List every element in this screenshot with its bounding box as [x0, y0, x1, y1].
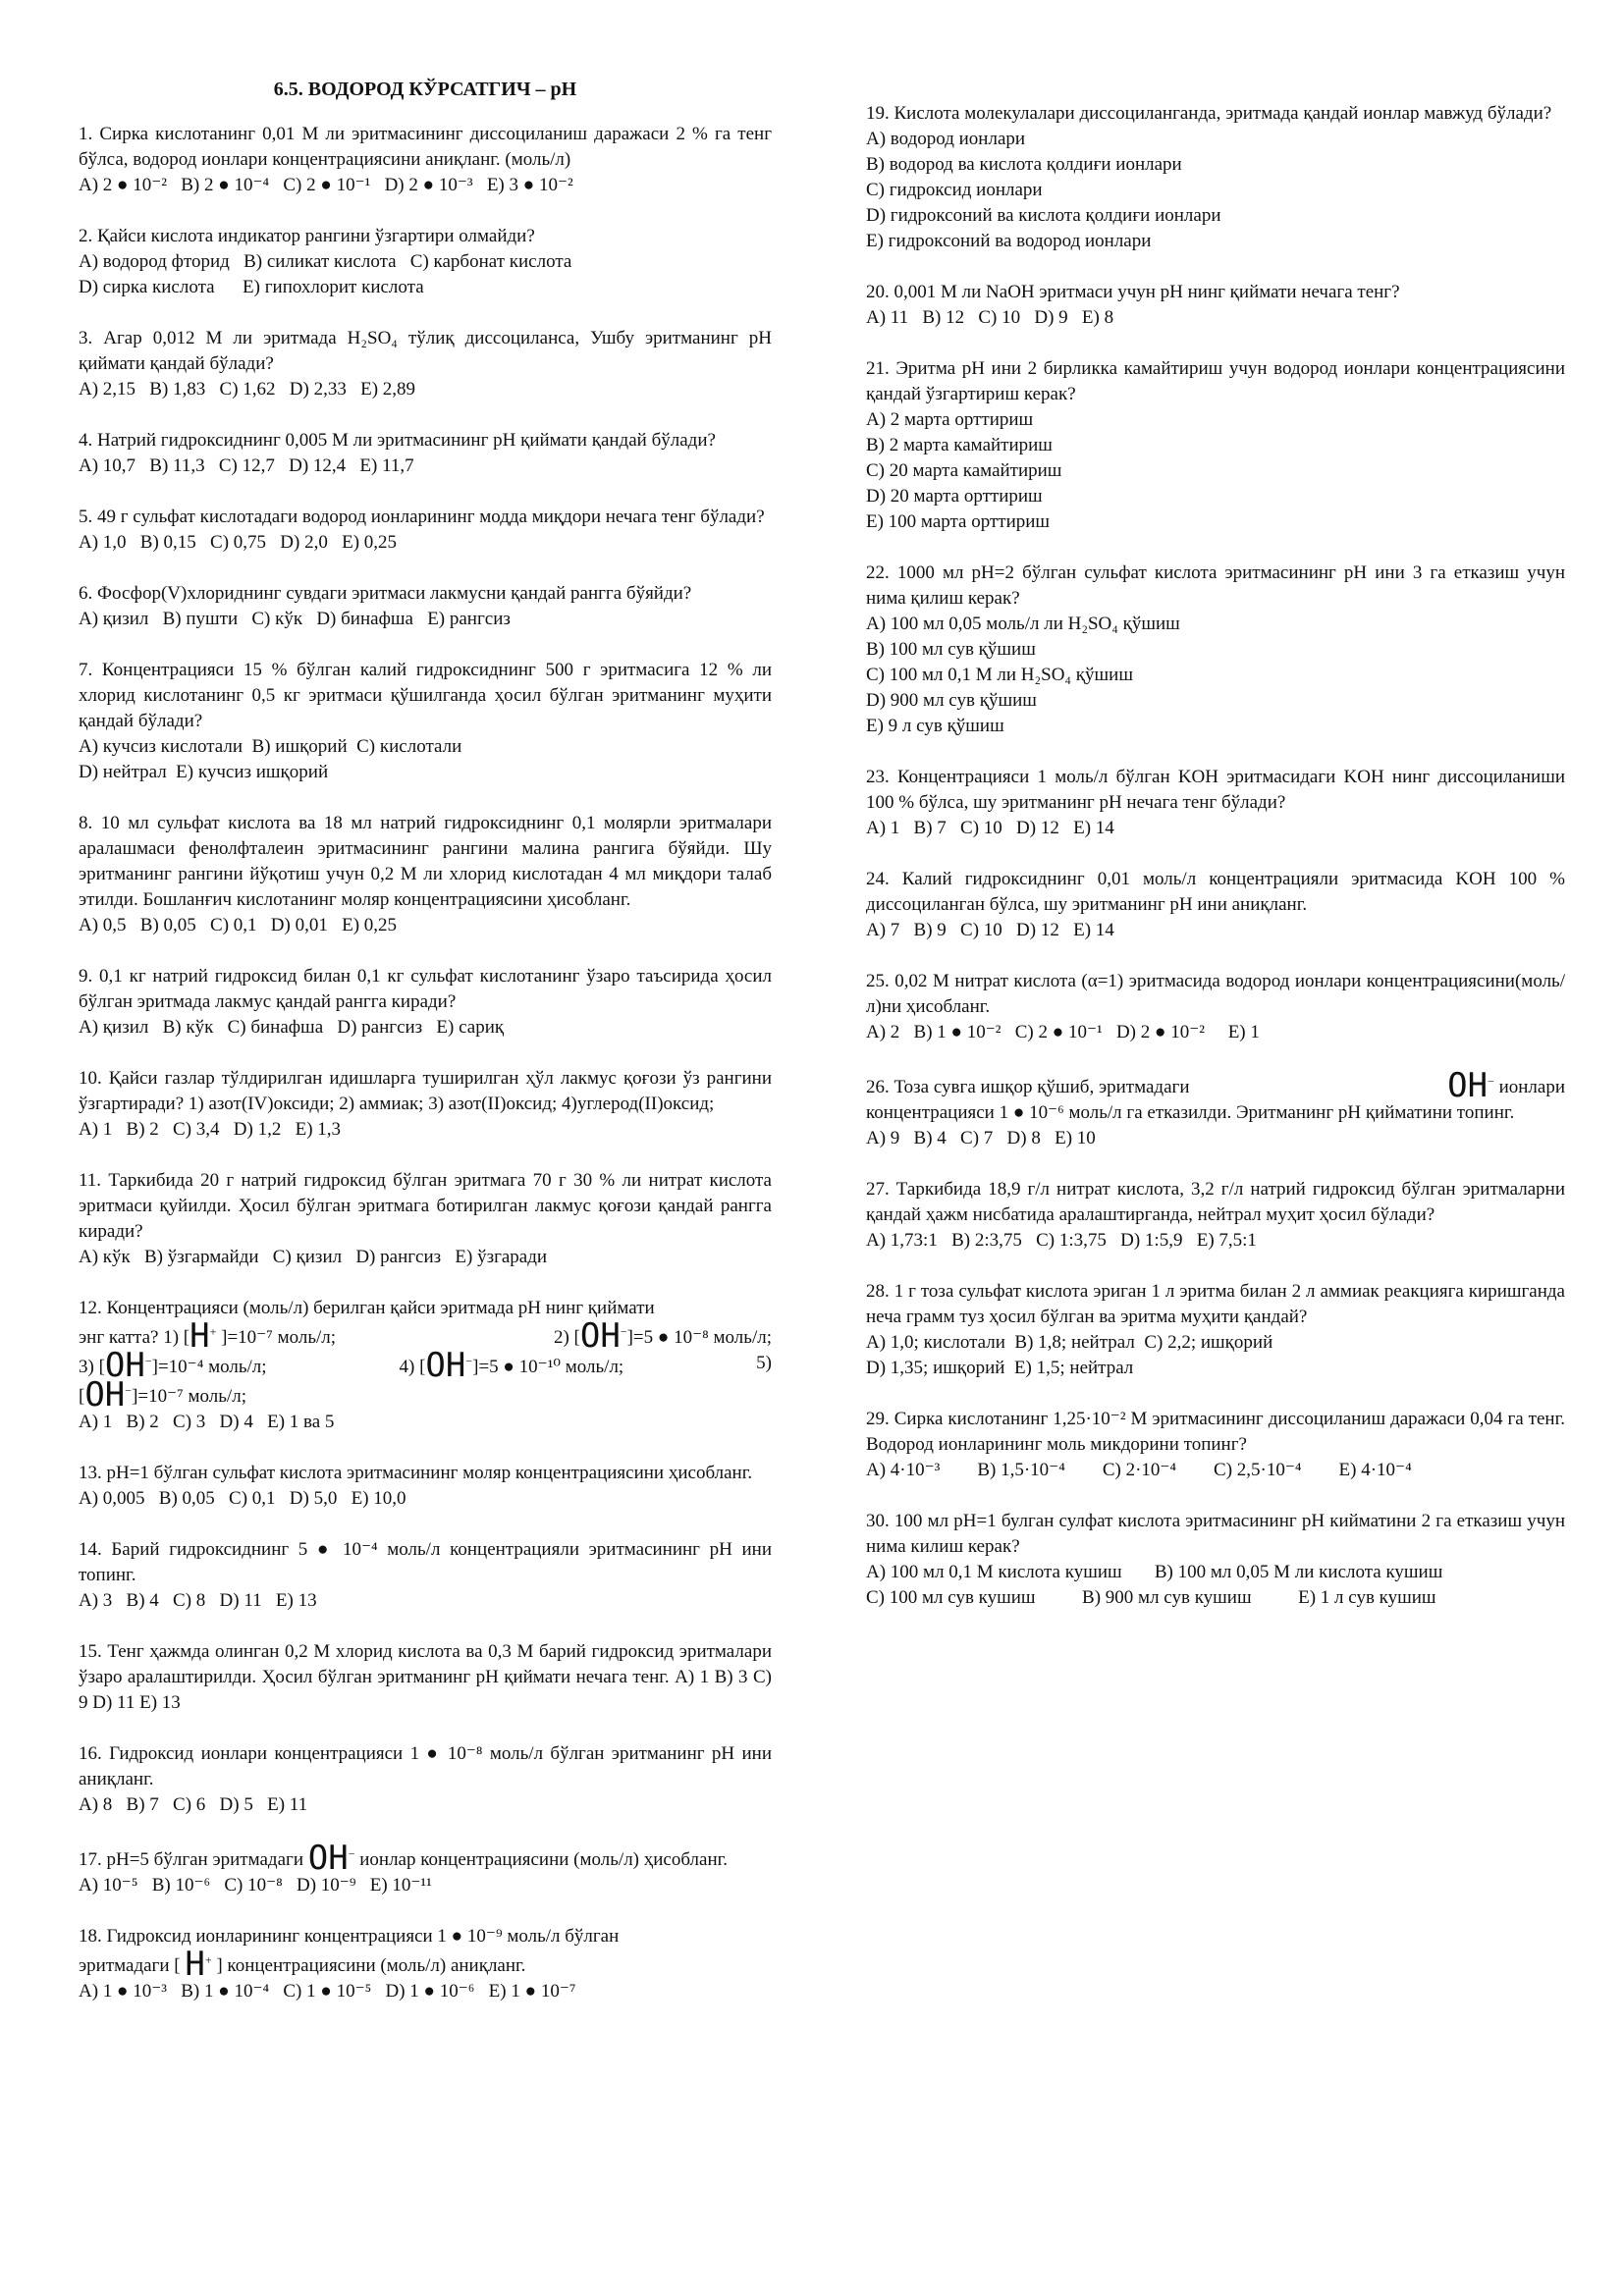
question-stem: 10. Қайси газлар тўлдирилган идишларга туширилган ҳўл лакмус қоғози ўз рангини ўзгартиради? 1) азот(IV)оксиди; 2) аммиак; 3) азот(II)оксид; 4)углерод(II)оксид; — [79, 1068, 772, 1114]
page-title: 6.5. ВОДОРОД КЎРСАТГИЧ – рН — [273, 79, 577, 100]
question-stem-2: эритмадаги [ H+ ] концентрациясини (моль/л) аниқланг. — [79, 1945, 526, 1984]
oh-ion-symbol: OH — [579, 1316, 621, 1356]
answer-options: A) 2 ● 10⁻² B) 2 ● 10⁻⁴ C) 2 ● 10⁻¹ D) 2 ● 10⁻³ E) 3 ● 10⁻² — [79, 175, 573, 195]
answer-options: A) кўк B) ўзгармайди C) қизил D) рангсиз E) ўзгаради — [79, 1247, 548, 1267]
question-14 — [79, 1537, 772, 1614]
question-7 — [79, 658, 772, 785]
question-16 — [79, 1741, 772, 1818]
question-29 — [866, 1407, 1565, 1483]
question-12-line-3 — [79, 1346, 772, 1385]
answer-options: A) 2,15 B) 1,83 C) 1,62 D) 2,33 E) 2,89 — [79, 379, 416, 400]
question-stem: 4. Натрий гидроксиднинг 0,005 М ли эритмасининг рН қиймати қандай бўлади? — [79, 430, 716, 451]
question-8 — [79, 811, 772, 938]
h-ion-symbol: H — [185, 1945, 205, 1984]
question-stem: 15. Тенг ҳажмда олинган 0,2 М хлорид кислота ва 0,3 М барий гидроксид эритмалари ўзаро аралаштирилди. Ҳосил бўлган эритманинг рН қиймати нечага тенг. A) 1 B) 3 C) 9 D) 11 E) 13 — [79, 1641, 772, 1713]
answer-options: A) 10,7 B) 11,3 C) 12,7 D) 12,4 E) 11,7 — [79, 455, 414, 476]
answer-options: A) қизил B) кўк C) бинафша D) рангсиз E) сариқ — [79, 1017, 505, 1038]
answer-options: A) 11 B) 12 C) 10 D) 9 E) 8 — [866, 307, 1114, 328]
q12-item-2: 2) [OH−]=5 ● 10⁻⁸ моль/л; — [553, 1316, 772, 1356]
right-column — [866, 0, 1565, 1636]
question-30 — [866, 1509, 1565, 1611]
question-18 — [79, 1924, 772, 2004]
answer-options: A) 1 B) 2 C) 3 D) 4 E) 1 ва 5 — [79, 1412, 335, 1432]
answer-options: A) 2 B) 1 ● 10⁻² C) 2 ● 10⁻¹ D) 2 ● 10⁻² E) 1 — [866, 1022, 1260, 1042]
question-20 — [866, 280, 1565, 331]
question-stem: 5. 49 г сульфат кислотадаги водород ионларининг модда миқдори нечага тенг бўлади? — [79, 507, 765, 527]
question-10 — [79, 1066, 772, 1143]
question-stem: 11. Таркибида 20 г натрий гидроксид бўлган эритмага 70 г 30 % ли нитрат кислота эритмаси қуйилди. Ҳосил бўлган эритмага ботирилган лакмус қоғози қандай рангга киради? — [79, 1170, 772, 1242]
question-27 — [866, 1177, 1565, 1254]
answer-options: A) 100 мл 0,05 моль/л ли H₂SO₄ қўшиш B) 100 мл сув қўшиш C) 100 мл 0,1 М ли H₂SO₄ қўшиш D) 900 мл сув қўшиш E) 9 л сув қўшиш — [866, 614, 1180, 736]
answer-options: A) водород фторид B) силикат кислота C) карбонат кислота D) сирка кислота E) гипохлорит кислота — [79, 251, 572, 297]
question-17 — [79, 1839, 772, 1898]
question-stem: 19. Кислота молекулалари диссоциланганда, эритмада қандай ионлар мавжуд бўлади? — [866, 103, 1552, 124]
question-28 — [866, 1279, 1565, 1381]
oh-ion-symbol: OH — [307, 1839, 349, 1878]
question-stem: 7. Концентрацияси 15 % бўлган калий гидроксиднинг 500 г эритмасига 12 % ли хлорид кислотанинг 0,5 кг эритмаси қўшилганда ҳосил бўлган эритманинг муҳити қандай бўлади? — [79, 660, 772, 731]
question-13 — [79, 1461, 772, 1512]
question-stem: 17. рН=5 бўлган эритмадаги OH− ионлар концентрациясини (моль/л) ҳисобланг. — [79, 1839, 729, 1878]
question-stem: 26. Тоза сувга ишқор қўшиб, эритмадаги OH− ионлари — [866, 1066, 1565, 1105]
q12-item-1: энг катта? 1) [H+ ]=10⁻⁷ моль/л; — [79, 1316, 337, 1356]
question-stem: 14. Барий гидроксиднинг 5 ● 10⁻⁴ моль/л концентрацияли эритмасининг рН ини топинг. — [79, 1539, 772, 1585]
question-stem-2: концентрацияси 1 ● 10⁻⁶ моль/л га етказилди. Эритманинг рН қийматини топинг. — [866, 1102, 1515, 1123]
question-stem: 25. 0,02 М нитрат кислота (α=1) эритмасида водород ионлари концентрациясини(моль/л)ни ҳисобланг. — [866, 971, 1565, 1017]
question-2 — [79, 224, 772, 300]
question-stem: 9. 0,1 кг натрий гидроксид билан 0,1 кг сульфат кислотанинг ўзаро таъсирида ҳосил бўлган эритмада лакмус қандай рангга киради? — [79, 966, 772, 1012]
question-stem: 3. Агар 0,012 М ли эритмада H₂SO₄ тўлиқ диссоциланса, Ушбу эритманинг рН қиймати қандай бўлади? — [79, 328, 772, 374]
question-stem: 6. Фосфор(V)хлориднинг сувдаги эритмаси лакмусни қандай рангга бўяйди? — [79, 583, 692, 604]
question-3 — [79, 326, 772, 402]
answer-options: A) 1 ● 10⁻³ B) 1 ● 10⁻⁴ C) 1 ● 10⁻⁵ D) 1 ● 10⁻⁶ E) 1 ● 10⁻⁷ — [79, 1981, 576, 2002]
question-24 — [866, 867, 1565, 943]
question-1 — [79, 122, 772, 198]
question-stem: 23. Концентрацияси 1 моль/л бўлган KOH эритмасидаги KOH нинг диссоциланиши 100 % бўлса, шу эритманинг рН нечага тенг бўлади? — [866, 767, 1565, 813]
question-15 — [79, 1639, 772, 1716]
question-25 — [866, 969, 1565, 1045]
oh-ion-symbol: OH — [1447, 1066, 1489, 1105]
answer-options: A) 2 марта орттириш B) 2 марта камайтириш C) 20 марта камайтириш D) 20 марта орттириш E) 100 марта орттириш — [866, 409, 1062, 532]
answer-options: A) 3 B) 4 C) 8 D) 11 E) 13 — [79, 1590, 317, 1611]
question-21 — [866, 356, 1565, 535]
oh-ion-symbol: OH — [104, 1346, 145, 1385]
question-stem: 18. Гидроксид ионларининг концентрацияси 1 ● 10⁻⁹ моль/л бўлган — [79, 1926, 620, 1947]
question-5 — [79, 505, 772, 556]
answer-options: A) қизил B) пушти C) кўк D) бинафша E) рангсиз — [79, 609, 511, 629]
answer-options: A) 1 B) 7 C) 10 D) 12 E) 14 — [866, 818, 1114, 838]
question-stem: 27. Таркибида 18,9 г/л нитрат кислота, 3,2 г/л натрий гидроксид бўлган эритмаларни қандай ҳажм нисбатида аралаштирганда, нейтрал муҳит ҳосил бўлади? — [866, 1179, 1565, 1225]
answer-options: A) 0,5 B) 0,05 C) 0,1 D) 0,01 E) 0,25 — [79, 915, 398, 935]
question-12-line-4: [OH−]=10⁻⁷ моль/л; — [79, 1375, 246, 1415]
question-22 — [866, 561, 1565, 739]
question-stem: 28. 1 г тоза сульфат кислота эриган 1 л эритма билан 2 л аммиак реакцияга киришганда неча грамм туз ҳосил бўлган ва эритма муҳити қандай? — [866, 1281, 1565, 1327]
oh-ion-symbol: OH — [84, 1375, 126, 1415]
question-12 — [79, 1296, 772, 1435]
question-26 — [866, 1066, 1565, 1151]
oh-ion-symbol: OH — [425, 1346, 466, 1385]
answer-options: A) водород ионлари B) водород ва кислота қолдиғи ионлари C) гидроксид ионлари D) гидроксоний ва кислота қолдиғи ионлари E) гидроксоний ва водород ионлари — [866, 129, 1221, 251]
q12-item-3: 3) [OH−]=10⁻⁴ моль/л; — [79, 1346, 267, 1385]
answer-options: A) 100 мл 0,1 М кислота кушиш B) 100 мл 0,05 М ли кислота кушиш C) 100 мл сув кушиш B) 900 мл сув кушиш E) 1 л сув кушиш — [866, 1562, 1443, 1608]
question-stem: 29. Сирка кислотанинг 1,25·10⁻² М эритмасининг диссоциланиш даражаси 0,04 га тенг. Водород ионларининг моль микдорини топинг? — [866, 1409, 1565, 1455]
q12-item-5-label: 5) — [756, 1353, 772, 1373]
question-6 — [79, 581, 772, 632]
question-stem: 12. Концентрацияси (моль/л) берилган қайси эритмада рН нинг қиймати — [79, 1298, 655, 1318]
left-column — [79, 0, 772, 2030]
h-ion-symbol: H — [189, 1316, 210, 1356]
question-4 — [79, 428, 772, 479]
question-stem: 16. Гидроксид ионлари концентрацияси 1 ● 10⁻⁸ моль/л бўлган эритманинг рН ини аниқланг. — [79, 1743, 772, 1789]
answer-options: A) 1,73:1 B) 2:3,75 C) 1:3,75 D) 1:5,9 E) 7,5:1 — [866, 1230, 1257, 1251]
question-11 — [79, 1168, 772, 1270]
question-stem: 13. рН=1 бўлган сульфат кислота эритмасининг моляр концентрациясини ҳисобланг. — [79, 1463, 753, 1483]
answer-options: A) 9 B) 4 C) 7 D) 8 E) 10 — [866, 1128, 1096, 1148]
question-stem: 24. Калий гидроксиднинг 0,01 моль/л концентрацияли эритмасида KOH 100 % диссоциланган бўлса, шу эритманинг рН ини аниқланг. — [866, 869, 1565, 915]
answer-options: A) 8 B) 7 C) 6 D) 5 E) 11 — [79, 1794, 308, 1815]
question-stem: 20. 0,001 М ли NaOH эритмаси учун рН нинг қиймати нечага тенг? — [866, 282, 1400, 302]
question-stem: 8. 10 мл сульфат кислота ва 18 мл натрий гидроксиднинг 0,1 молярли эритмалари аралашмаси фенолфталеин эритмасининг рангини малина рангига бўяйди. Шу эритманинг рангини йўқотиш учун 0,2 М ли хлорид кислотадан 4 мл миқдори талаб этилди. Бошланғич кислотанинг моляр концентрациясини ҳисобланг. — [79, 813, 772, 910]
answer-options: A) 1 B) 2 C) 3,4 D) 1,2 E) 1,3 — [79, 1119, 342, 1140]
answer-options: A) 0,005 B) 0,05 C) 0,1 D) 5,0 E) 10,0 — [79, 1488, 406, 1509]
question-stem: 2. Қайси кислота индикатор рангини ўзгартири олмайди? — [79, 226, 535, 246]
answer-options: A) 1,0 B) 0,15 C) 0,75 D) 2,0 E) 0,25 — [79, 532, 398, 553]
question-stem: 22. 1000 мл рН=2 бўлган сульфат кислота эритмасининг рН ини 3 га етказиш учун нима қилиш керак? — [866, 562, 1565, 609]
question-19 — [866, 101, 1565, 254]
question-stem: 21. Эритма рН ини 2 бирликка камайтириш учун водород ионлари концентрациясини қандай ўзгартириш керак? — [866, 358, 1565, 404]
answer-options: A) 10⁻⁵ B) 10⁻⁶ C) 10⁻⁸ D) 10⁻⁹ E) 10⁻¹¹ — [79, 1875, 432, 1896]
question-9 — [79, 964, 772, 1041]
answer-options: A) кучсиз кислотали B) ишқорий C) кислотали D) нейтрал E) кучсиз ишқорий — [79, 736, 462, 782]
answer-options: A) 7 B) 9 C) 10 D) 12 E) 14 — [866, 920, 1114, 940]
question-23 — [866, 765, 1565, 841]
answer-options: A) 1,0; кислотали B) 1,8; нейтрал C) 2,2; ишқорий D) 1,35; ишқорий E) 1,5; нейтрал — [866, 1332, 1273, 1378]
answer-options: A) 4·10⁻³ B) 1,5·10⁻⁴ C) 2·10⁻⁴ C) 2,5·10⁻⁴ E) 4·10⁻⁴ — [866, 1460, 1412, 1480]
question-stem: 1. Сирка кислотанинг 0,01 М ли эритмасининг диссоциланиш даражаси 2 % га тенг бўлса, водород ионлари концентрациясини аниқланг. (моль/л) — [79, 124, 772, 170]
question-stem: 30. 100 мл рН=1 булган сулфат кислота эритмасининг рН кийматини 2 га етказиш учун нима килиш керак? — [866, 1511, 1565, 1557]
q12-item-4: 4) [OH−]=5 ● 10⁻¹⁰ моль/л; — [399, 1346, 624, 1385]
